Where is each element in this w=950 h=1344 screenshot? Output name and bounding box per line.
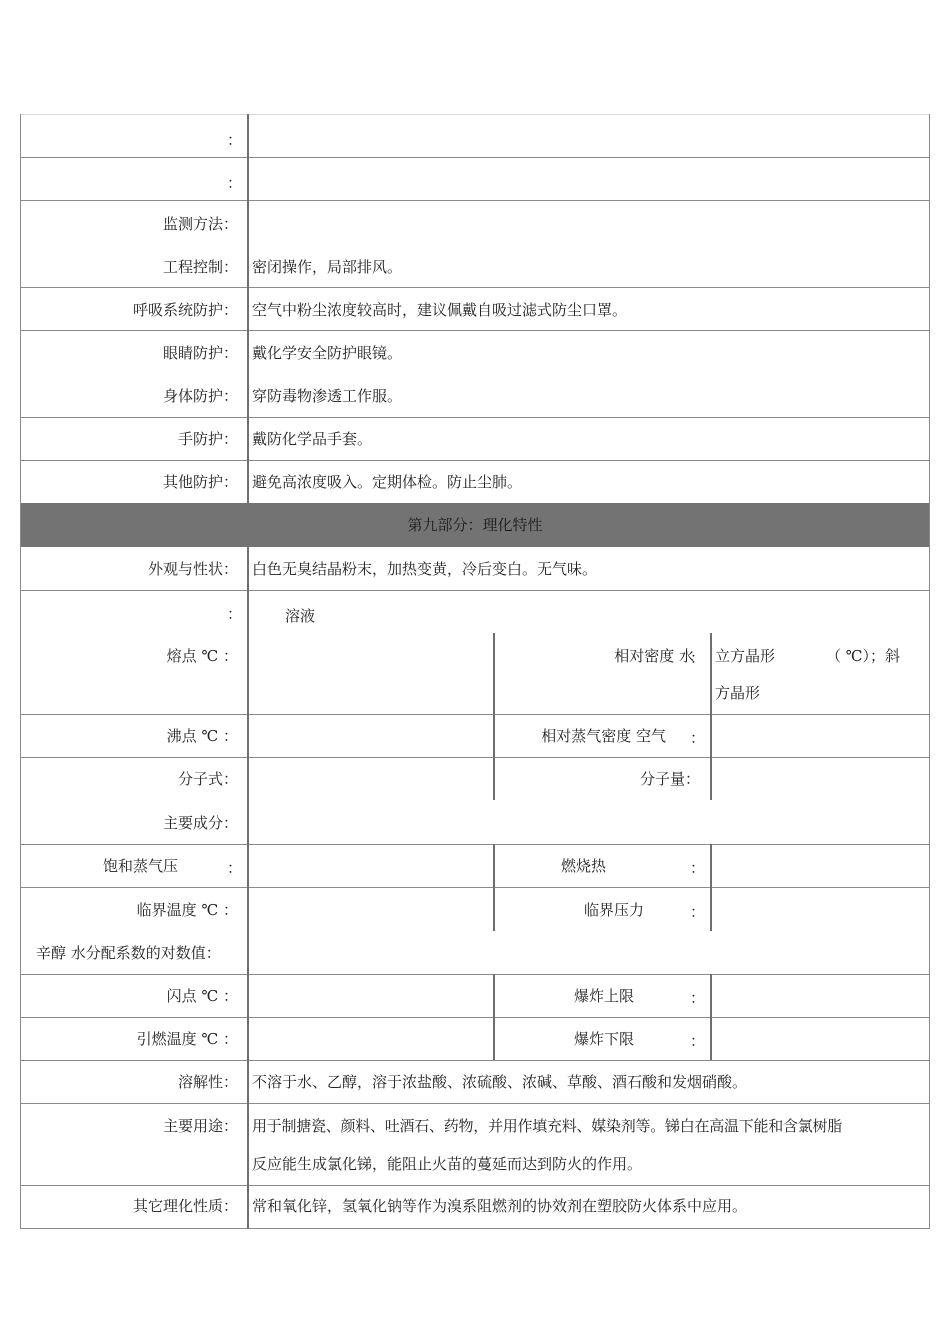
appearance-value: 白色无臭结晶粉末，加热变黄，冷后变白。无气味。 <box>252 560 598 578</box>
row-colon: ： <box>227 131 243 149</box>
rule <box>20 114 21 1229</box>
other-props-value: 常和氧化锌，氢氧化钠等作为溴系阻燃剂的协效剂在塑胶防火体系中应用。 <box>252 1197 748 1215</box>
main-component-label: 主要成分： <box>162 814 238 832</box>
rule <box>20 1228 930 1229</box>
crit-temp-label: 临界温度 ℃ ： <box>136 901 238 919</box>
rule <box>710 844 712 931</box>
rule <box>20 974 930 975</box>
rule <box>20 157 930 158</box>
density-label: 相对密度 水 <box>614 647 694 665</box>
solubility-label: 溶解性： <box>177 1073 238 1091</box>
rule <box>247 547 249 1229</box>
rule <box>20 114 930 115</box>
respiratory-label: 呼吸系统防护： <box>132 301 238 319</box>
rule <box>247 114 249 503</box>
boiling-label: 沸点 ℃ ： <box>166 727 238 745</box>
respiratory-value: 空气中粉尘浓度较高时，建议佩戴自吸过滤式防尘口罩。 <box>252 301 628 319</box>
sat-vapor-colon: ： <box>227 859 243 877</box>
hand-value: 戴防化学品手套。 <box>252 430 373 448</box>
solubility-value: 不溶于水、乙醇，溶于浓盐酸、浓硫酸、浓碱、草酸、酒石酸和发烟硝酸。 <box>252 1073 748 1091</box>
rule <box>20 887 930 888</box>
density-colon: ： <box>690 649 706 667</box>
rule <box>20 200 930 201</box>
crystal-line1: 立方晶形 <box>715 647 776 665</box>
row-colon: ： <box>227 174 243 192</box>
uses-line2: 反应能生成氯化锑，能阻止火苗的蔓延而达到防火的作用。 <box>252 1155 643 1173</box>
sat-vapor-label: 饱和蒸气压 <box>103 857 179 875</box>
hand-label: 手防护： <box>177 430 238 448</box>
ignition-label: 引燃温度 ℃ ： <box>136 1030 238 1048</box>
engineering-label: 工程控制： <box>162 258 238 276</box>
rule <box>493 844 495 931</box>
rule <box>20 757 930 758</box>
combustion-label: 燃烧热 <box>561 857 607 875</box>
rule <box>20 1017 930 1018</box>
other-protection-label: 其他防护： <box>162 473 238 491</box>
eye-label: 眼睛防护： <box>162 344 238 362</box>
rule <box>20 714 930 715</box>
rule <box>20 460 930 461</box>
melting-label: 熔点 ℃ ： <box>166 647 238 665</box>
other-protection-value: 避免高浓度吸入。定期体检。防止尘肺。 <box>252 473 523 491</box>
solution-text: 溶液 <box>285 607 316 625</box>
rule <box>929 114 930 1229</box>
rule <box>20 844 930 845</box>
msds-table <box>20 114 930 1229</box>
body-label: 身体防护： <box>162 387 238 405</box>
rule <box>710 974 712 1060</box>
rule <box>20 1060 930 1061</box>
row-colon: ： <box>227 605 243 623</box>
vapor-density-colon: ： <box>690 729 706 747</box>
lower-limit-colon: ： <box>690 1032 706 1050</box>
rule <box>493 974 495 1060</box>
flash-label: 闪点 ℃ ： <box>166 987 238 1005</box>
rule <box>710 633 712 800</box>
vapor-density-label: 相对蒸气密度 空气 <box>541 727 666 745</box>
engineering-value: 密闭操作，局部排风。 <box>252 258 403 276</box>
crit-press-colon: ： <box>690 903 706 921</box>
appearance-label: 外观与性状： <box>147 560 238 578</box>
body-value: 穿防毒物渗透工作服。 <box>252 387 403 405</box>
monitor-label: 监测方法： <box>162 215 238 233</box>
crit-press-label: 临界压力 <box>584 901 645 919</box>
upper-limit-label: 爆炸上限 <box>574 987 635 1005</box>
crystal-line2: 方晶形 <box>715 684 761 702</box>
rule <box>20 417 930 418</box>
lower-limit-label: 爆炸下限 <box>574 1030 635 1048</box>
eye-value: 戴化学安全防护眼镜。 <box>252 344 403 362</box>
combustion-colon: ： <box>690 859 706 877</box>
rule <box>493 633 495 800</box>
rule <box>20 1185 930 1186</box>
crystal-mid: （ ℃）；斜 <box>826 647 901 665</box>
uses-line1: 用于制搪瓷、颜料、吐酒石、药物，并用作填充料、媒染剂等。锑白在高温下能和含氯树脂 <box>252 1117 843 1135</box>
rule <box>20 590 930 591</box>
section-title: 第九部分：理化特性 <box>407 516 543 534</box>
rule <box>20 1103 930 1104</box>
other-props-label: 其它理化性质： <box>132 1197 238 1215</box>
mol-weight-label: 分子量： <box>639 770 700 788</box>
upper-limit-colon: ： <box>690 989 706 1007</box>
rule <box>20 287 930 288</box>
formula-label: 分子式： <box>177 770 238 788</box>
uses-label: 主要用途： <box>162 1117 238 1135</box>
octanol-label: 辛醇 水分配系数的对数值： <box>36 944 221 962</box>
rule <box>20 330 930 331</box>
